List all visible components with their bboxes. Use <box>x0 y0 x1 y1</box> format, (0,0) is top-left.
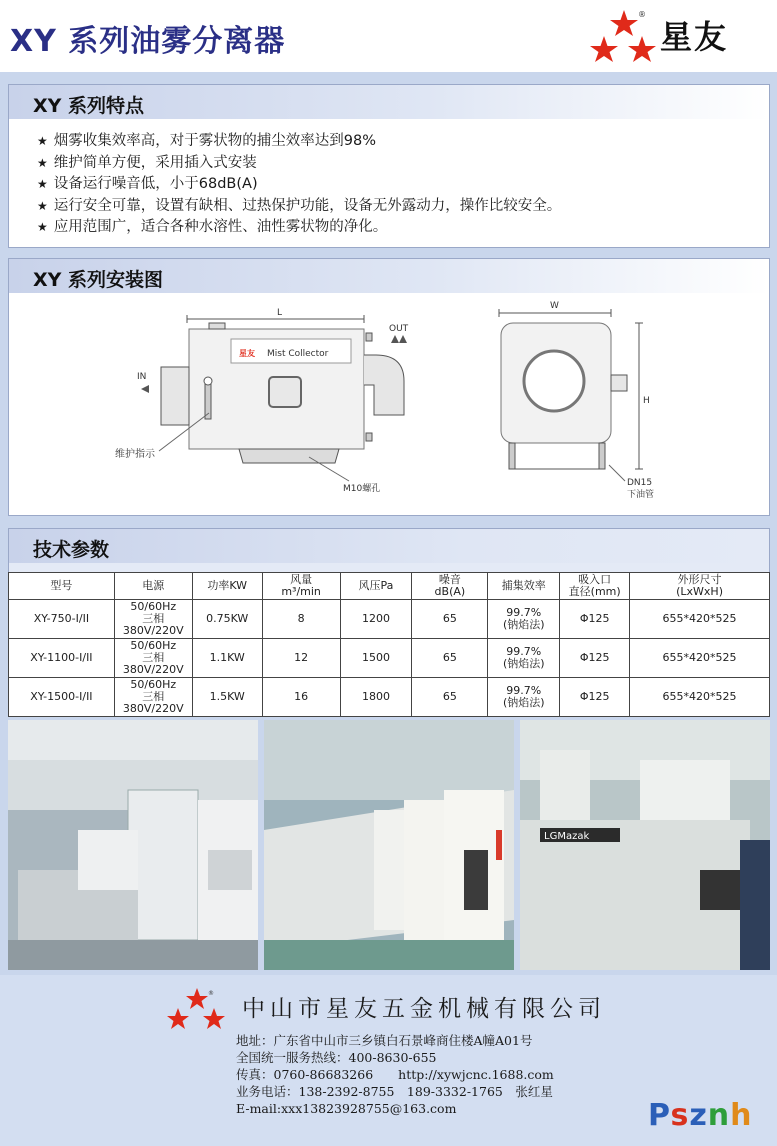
footer-star-icon <box>186 988 208 1009</box>
watermark-logo <box>648 1098 753 1133</box>
dim-l-label: L <box>277 308 283 318</box>
feature-item: ★ 应用范围广，适合各种水溶性、油性雾状物的净化。 <box>37 219 388 235</box>
star-bullet-icon: ★ <box>37 155 48 170</box>
fax-line[interactable]: 传真：0760-86683266 http://xywjcnc.1688.com <box>236 1067 554 1082</box>
col-efficiency: 捕集效率 <box>488 573 560 600</box>
factory-photo-3 <box>520 720 770 970</box>
feature-item: ★ 烟雾收集效率高，对于雾状物的捕尘效率达到98% <box>37 133 376 149</box>
cell-efficiency: 99.7% (钠焰法) <box>488 639 560 678</box>
cell-noise: 65 <box>412 600 488 639</box>
col-airflow: 风量 m³/min <box>262 573 340 600</box>
star-bullet-icon: ★ <box>37 134 48 148</box>
cell-kw: 1.5KW <box>192 678 262 717</box>
factory-photo-2 <box>264 720 514 970</box>
specs-title: 技术参数 <box>33 539 110 561</box>
watermark-letter: h <box>730 1098 753 1133</box>
star-bullet-icon: ★ <box>37 177 48 191</box>
maintenance-label: 维护指示 <box>115 449 155 460</box>
col-power-supply: 电源 <box>114 573 192 600</box>
cell-efficiency: 99.7% (钠焰法) <box>488 678 560 717</box>
cell-noise: 65 <box>412 678 488 717</box>
cell-flow: 8 <box>262 600 340 639</box>
cell-size: 655*420*525 <box>630 639 770 678</box>
features-list <box>37 131 561 239</box>
feature-item: ★ 设备运行噪音低，小于68dB(A) <box>37 176 258 192</box>
out-label: OUT <box>389 324 409 334</box>
top-banner <box>0 0 777 72</box>
footer-star-icon <box>167 1008 189 1029</box>
feature-item: ★ 运行安全可靠，设置有缺相、过热保护功能，设备无外露动力，操作比较安全。 <box>37 197 562 214</box>
cell-power-supply: 50/60Hz 三相 380V/220V <box>114 639 192 678</box>
page-title: XY 系列油雾分离器 <box>10 24 286 59</box>
star-bullet-icon: ★ <box>37 220 48 234</box>
col-power-kw: 功率KW <box>192 573 262 600</box>
watermark-text <box>648 1098 753 1133</box>
m10-label: M10螺孔 <box>343 484 381 494</box>
cell-model: XY-1500-I/II <box>9 678 115 717</box>
col-model: 型号 <box>9 573 115 600</box>
footer-logo <box>164 986 230 1036</box>
cell-noise: 65 <box>412 639 488 678</box>
installation-diagram <box>9 293 769 515</box>
cell-kw: 1.1KW <box>192 639 262 678</box>
table-row <box>9 678 770 717</box>
cell-size: 655*420*525 <box>630 678 770 717</box>
star-bullet-icon: ★ <box>37 198 48 213</box>
watermark-letter: z <box>689 1098 708 1133</box>
side-view <box>161 315 404 463</box>
watermark-letter: P <box>648 1098 671 1133</box>
col-pressure: 风压Pa <box>340 573 412 600</box>
in-label: IN <box>137 372 147 382</box>
drain-label: 下油管 <box>627 490 655 500</box>
cell-efficiency: 99.7% (钠焰法) <box>488 600 560 639</box>
features-panel <box>8 84 770 248</box>
logo-star-icon <box>610 10 638 36</box>
panel-name-label: Mist Collector <box>267 349 329 359</box>
in-arrow-icon <box>141 385 149 393</box>
dim-w-label: W <box>550 301 559 311</box>
table-row <box>9 600 770 639</box>
cell-inlet: Φ125 <box>560 639 630 678</box>
spec-table <box>8 572 770 717</box>
registered-mark: ® <box>638 10 646 19</box>
cell-inlet: Φ125 <box>560 678 630 717</box>
col-noise: 噪音 dB(A) <box>412 573 488 600</box>
hotline-line: 全国统一服务热线：400-8630-655 <box>236 1050 437 1065</box>
watermark-letter: n <box>707 1098 731 1133</box>
front-view <box>499 309 643 469</box>
panel-brand-label: 星友 <box>239 349 255 358</box>
footer-star-icon <box>203 1008 225 1029</box>
cell-pressure: 1500 <box>340 639 412 678</box>
cell-pressure: 1800 <box>340 678 412 717</box>
install-header <box>9 259 769 293</box>
cell-kw: 0.75KW <box>192 600 262 639</box>
cell-model: XY-1100-I/II <box>9 639 115 678</box>
brand-name: 星友 <box>660 18 729 56</box>
out-arrow-icon <box>399 335 407 343</box>
watermark-letter: s <box>670 1098 690 1133</box>
cell-flow: 12 <box>262 639 340 678</box>
out-arrow-icon <box>391 335 399 343</box>
feature-item: ★ 维护简单方便，采用插入式安装 <box>37 154 257 171</box>
col-dimensions: 外形尺寸 (LxWxH) <box>630 573 770 600</box>
cell-power-supply: 50/60Hz 三相 380V/220V <box>114 600 192 639</box>
table-header-row <box>9 573 770 600</box>
address-line: 地址：广东省中山市三乡镇白石景峰商住楼A幢A01号 <box>236 1033 533 1048</box>
cell-size: 655*420*525 <box>630 600 770 639</box>
email-line[interactable]: E-mail:xxx13823928755@163.com <box>236 1101 457 1116</box>
install-panel <box>8 258 770 516</box>
dn15-label: DN15 <box>627 478 653 488</box>
phone-line: 业务电话：138-2392-8755 189-3332-1765 张红星 <box>236 1084 553 1099</box>
factory-photo-1 <box>8 720 258 970</box>
dim-h-label: H <box>643 396 650 406</box>
cell-inlet: Φ125 <box>560 600 630 639</box>
logo-star-icon <box>628 36 656 62</box>
machine-brand-label: LGMazak <box>544 831 590 842</box>
features-header <box>9 85 769 119</box>
features-title: XY 系列特点 <box>33 95 145 117</box>
table-row <box>9 639 770 678</box>
logo-star-icon <box>590 36 618 62</box>
col-inlet: 吸入口 直径(mm) <box>560 573 630 600</box>
contact-block <box>236 1032 554 1117</box>
cell-flow: 16 <box>262 678 340 717</box>
install-title: XY 系列安装图 <box>33 269 164 291</box>
specs-header <box>9 529 769 563</box>
company-name: 中山市星友五金机械有限公司 <box>242 996 606 1022</box>
cell-pressure: 1200 <box>340 600 412 639</box>
cell-model: XY-750-I/II <box>9 600 115 639</box>
cell-power-supply: 50/60Hz 三相 380V/220V <box>114 678 192 717</box>
footer-registered-mark: ® <box>208 990 214 997</box>
